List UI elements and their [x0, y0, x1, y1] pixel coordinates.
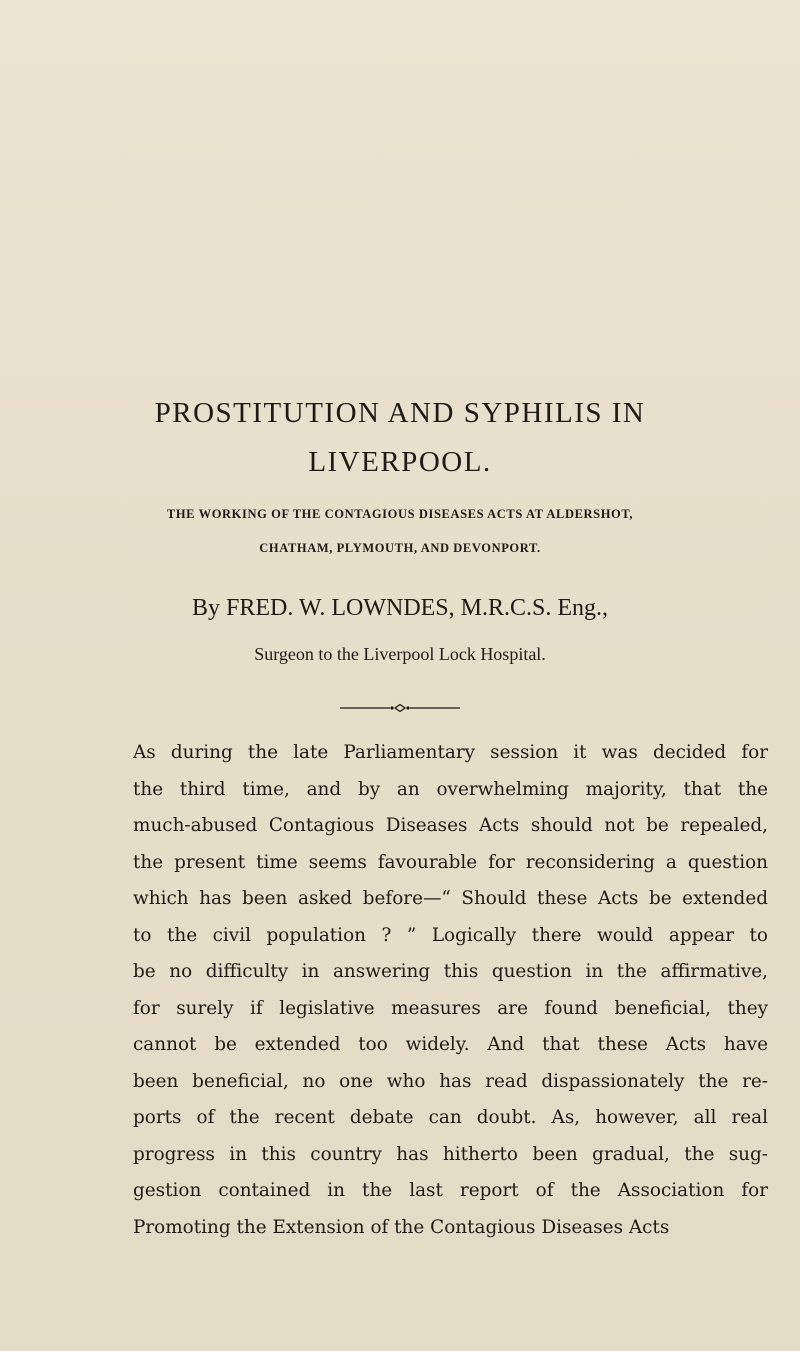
- body-line: be no difficulty in answering this question in the affirmative,: [133, 961, 768, 982]
- author-byline: By FRED. W. LOWNDES, M.R.C.S. Eng.,: [191, 595, 609, 621]
- body-line: Promoting the Extension of the Contagious Diseases Acts: [133, 1216, 670, 1238]
- body-line: much-abused Contagious Diseases Acts should not be repealed,: [133, 815, 768, 836]
- body-paragraph: [133, 738, 768, 1249]
- body-line: to the civil population ? ” Logically there would appear to: [133, 924, 768, 946]
- body-line: been beneficial, no one who has read dispassionately the re-: [133, 1070, 768, 1092]
- title-line-1: PROSTITUTION AND SYPHILIS IN: [154, 397, 646, 429]
- body-line: for surely if legislative measures are found beneficial, they: [133, 997, 768, 1019]
- body-line: cannot be extended too widely. And that these Acts have: [133, 1034, 768, 1055]
- body-line: the third time, and by an overwhelming majority, that the: [133, 778, 768, 800]
- body-line: As during the late Parliamentary session it was decided for: [133, 742, 768, 763]
- subtitle-line-2: CHATHAM, PLYMOUTH, AND DEVONPORT.: [259, 541, 541, 555]
- body-line: which has been asked before—“ Should these Acts be extended: [133, 888, 768, 909]
- title-line-2: LIVERPOOL.: [308, 446, 492, 478]
- author-affiliation: Surgeon to the Liverpool Lock Hospital.: [254, 644, 546, 664]
- body-line: ports of the recent debate can doubt. As, however, all real: [133, 1107, 768, 1128]
- body-line: the present time seems favourable for reconsidering a question: [133, 851, 768, 873]
- rule-with-diamond-ornament-icon: [340, 702, 460, 714]
- body-line: progress in this country has hitherto been gradual, the sug-: [133, 1143, 768, 1165]
- subtitle-line-1: THE WORKING OF THE CONTAGIOUS DISEASES ACTS AT ALDERSHOT,: [166, 507, 634, 521]
- body-line: gestion contained in the last report of the Association for: [133, 1180, 768, 1201]
